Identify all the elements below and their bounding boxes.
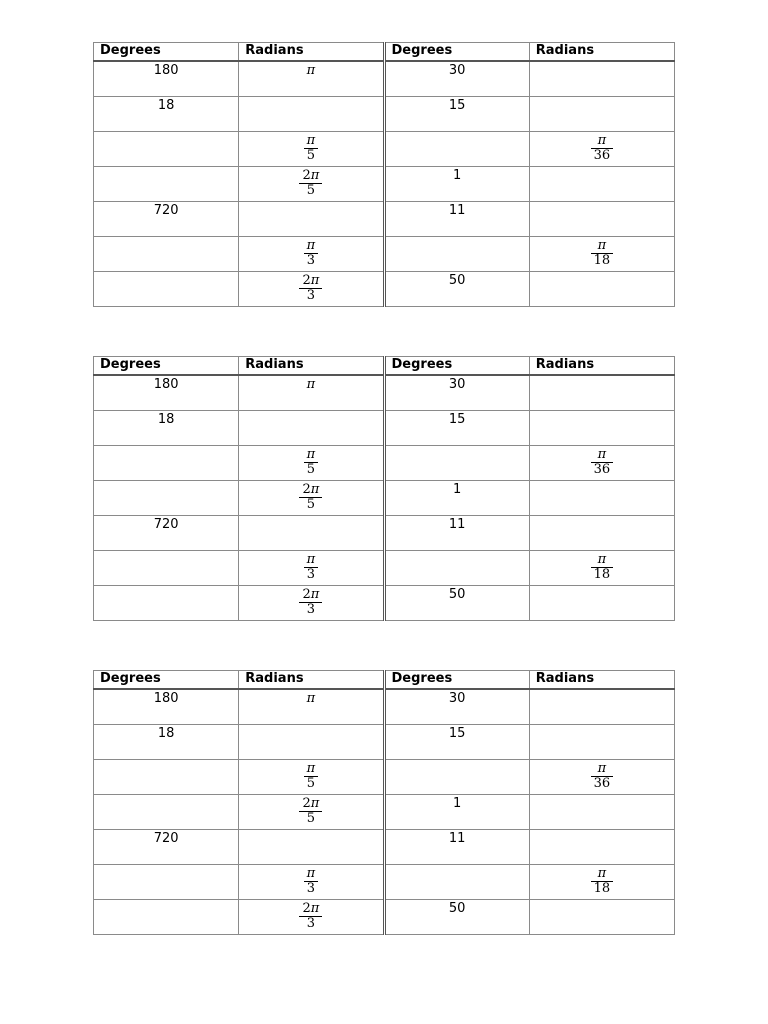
radians-cell bbox=[239, 865, 384, 900]
radians-cell bbox=[239, 61, 384, 97]
radians-cell bbox=[529, 760, 674, 795]
radians-cell bbox=[529, 97, 674, 132]
radians-cell bbox=[239, 132, 384, 167]
degrees-cell bbox=[384, 202, 529, 237]
degrees-cell bbox=[384, 586, 529, 621]
degrees-cell bbox=[94, 586, 239, 621]
degrees-cell bbox=[384, 167, 529, 202]
conversion-table bbox=[93, 356, 675, 621]
fraction-numerator: π bbox=[597, 761, 607, 776]
radians-cell bbox=[529, 272, 674, 307]
degrees-value: 50 bbox=[448, 273, 466, 288]
fraction-numerator: π bbox=[306, 447, 316, 462]
radian-fraction bbox=[591, 867, 614, 896]
table-row bbox=[94, 865, 675, 900]
radian-fraction bbox=[304, 239, 319, 268]
table-row bbox=[94, 725, 675, 760]
radian-fraction bbox=[299, 169, 322, 198]
degrees-value: 50 bbox=[448, 587, 466, 602]
degrees-header: Degrees bbox=[94, 43, 239, 62]
header-row bbox=[94, 357, 675, 376]
degrees-cell bbox=[94, 516, 239, 551]
radians-cell bbox=[529, 795, 674, 830]
degrees-value: 180 bbox=[153, 377, 179, 392]
table-row bbox=[94, 132, 675, 167]
table-row bbox=[94, 97, 675, 132]
radians-cell bbox=[529, 167, 674, 202]
radians-cell bbox=[529, 725, 674, 760]
degrees-cell bbox=[384, 481, 529, 516]
degrees-cell bbox=[94, 795, 239, 830]
radians-cell bbox=[239, 97, 384, 132]
degrees-cell bbox=[384, 516, 529, 551]
fraction-denominator: 18 bbox=[593, 881, 611, 896]
radians-value: π bbox=[306, 377, 316, 392]
radian-fraction bbox=[591, 762, 614, 791]
degrees-cell bbox=[384, 725, 529, 760]
fraction-numerator: 2π bbox=[302, 587, 320, 602]
radians-header: Radians bbox=[529, 357, 674, 376]
radians-header: Radians bbox=[529, 43, 674, 62]
degrees-cell bbox=[384, 830, 529, 865]
fraction-denominator: 18 bbox=[593, 253, 611, 268]
fraction-denominator: 5 bbox=[306, 462, 315, 477]
degrees-cell bbox=[384, 272, 529, 307]
degrees-cell bbox=[94, 481, 239, 516]
table-row bbox=[94, 446, 675, 481]
radians-cell bbox=[239, 411, 384, 446]
degrees-cell bbox=[384, 132, 529, 167]
fraction-numerator: π bbox=[597, 447, 607, 462]
radians-cell bbox=[529, 202, 674, 237]
degrees-value: 18 bbox=[157, 412, 175, 427]
radians-cell bbox=[239, 760, 384, 795]
degrees-cell bbox=[94, 167, 239, 202]
fraction-numerator: π bbox=[306, 133, 316, 148]
radians-cell bbox=[239, 375, 384, 411]
fraction-numerator: π bbox=[306, 552, 316, 567]
degrees-header: Degrees bbox=[384, 357, 529, 376]
radians-cell bbox=[239, 830, 384, 865]
table-row bbox=[94, 900, 675, 935]
degrees-cell bbox=[94, 865, 239, 900]
table-row bbox=[94, 586, 675, 621]
degrees-cell bbox=[94, 830, 239, 865]
fraction-numerator: π bbox=[597, 552, 607, 567]
degrees-cell bbox=[384, 97, 529, 132]
radian-fraction bbox=[591, 239, 614, 268]
conversion-table bbox=[93, 670, 675, 935]
radians-cell bbox=[239, 167, 384, 202]
radian-fraction bbox=[304, 867, 319, 896]
radian-fraction bbox=[299, 902, 322, 931]
degrees-cell bbox=[384, 375, 529, 411]
fraction-denominator: 3 bbox=[306, 253, 315, 268]
table-row bbox=[94, 830, 675, 865]
fraction-numerator: π bbox=[306, 866, 316, 881]
fraction-denominator: 3 bbox=[306, 602, 315, 617]
radians-cell bbox=[239, 689, 384, 725]
degrees-value: 11 bbox=[448, 831, 466, 846]
header-row bbox=[94, 43, 675, 62]
radian-fraction bbox=[304, 448, 319, 477]
radians-cell bbox=[529, 551, 674, 586]
degrees-cell bbox=[94, 375, 239, 411]
degrees-cell bbox=[384, 795, 529, 830]
degrees-value: 15 bbox=[448, 412, 466, 427]
radians-cell bbox=[239, 586, 384, 621]
degrees-cell bbox=[94, 760, 239, 795]
degrees-cell bbox=[384, 446, 529, 481]
radians-cell bbox=[529, 516, 674, 551]
degrees-value: 15 bbox=[448, 98, 466, 113]
table-row bbox=[94, 375, 675, 411]
radians-header: Radians bbox=[239, 43, 384, 62]
radians-cell bbox=[529, 446, 674, 481]
radians-value: π bbox=[306, 691, 316, 706]
degrees-value: 1 bbox=[452, 482, 462, 497]
degrees-value: 30 bbox=[448, 691, 466, 706]
fraction-numerator: 2π bbox=[302, 901, 320, 916]
degrees-cell bbox=[384, 551, 529, 586]
radians-cell bbox=[239, 900, 384, 935]
radians-cell bbox=[529, 586, 674, 621]
degrees-value: 720 bbox=[153, 831, 179, 846]
degrees-cell bbox=[384, 237, 529, 272]
radians-value: π bbox=[306, 63, 316, 78]
degrees-value: 11 bbox=[448, 203, 466, 218]
radian-fraction bbox=[299, 797, 322, 826]
radians-cell bbox=[239, 551, 384, 586]
degrees-cell bbox=[94, 446, 239, 481]
radian-fraction bbox=[299, 588, 322, 617]
fraction-numerator: 2π bbox=[302, 273, 320, 288]
degrees-cell bbox=[94, 202, 239, 237]
fraction-numerator: 2π bbox=[302, 482, 320, 497]
fraction-denominator: 36 bbox=[593, 776, 611, 791]
radian-fraction bbox=[304, 553, 319, 582]
radians-cell bbox=[529, 689, 674, 725]
degrees-cell bbox=[384, 411, 529, 446]
radians-cell bbox=[239, 202, 384, 237]
radians-cell bbox=[529, 132, 674, 167]
table-row bbox=[94, 795, 675, 830]
table-row bbox=[94, 167, 675, 202]
degrees-value: 18 bbox=[157, 98, 175, 113]
degrees-value: 720 bbox=[153, 517, 179, 532]
fraction-denominator: 5 bbox=[306, 183, 315, 198]
radians-header: Radians bbox=[529, 671, 674, 690]
fraction-denominator: 5 bbox=[306, 148, 315, 163]
radians-header: Radians bbox=[239, 671, 384, 690]
radians-cell bbox=[529, 481, 674, 516]
radian-fraction bbox=[591, 553, 614, 582]
fraction-denominator: 5 bbox=[306, 497, 315, 512]
degrees-value: 30 bbox=[448, 377, 466, 392]
fraction-numerator: π bbox=[306, 238, 316, 253]
radian-fraction bbox=[591, 448, 614, 477]
radians-cell bbox=[529, 237, 674, 272]
degrees-cell bbox=[384, 865, 529, 900]
fraction-denominator: 36 bbox=[593, 462, 611, 477]
degrees-header: Degrees bbox=[94, 671, 239, 690]
degrees-header: Degrees bbox=[384, 43, 529, 62]
conversion-table bbox=[93, 42, 675, 307]
degrees-cell bbox=[384, 61, 529, 97]
degrees-cell bbox=[94, 551, 239, 586]
degrees-cell bbox=[94, 900, 239, 935]
table-row bbox=[94, 516, 675, 551]
degrees-header: Degrees bbox=[94, 357, 239, 376]
radians-cell bbox=[529, 865, 674, 900]
fraction-numerator: 2π bbox=[302, 796, 320, 811]
degrees-cell bbox=[384, 689, 529, 725]
radian-fraction bbox=[591, 134, 614, 163]
radians-cell bbox=[529, 900, 674, 935]
degrees-value: 50 bbox=[448, 901, 466, 916]
degrees-cell bbox=[384, 900, 529, 935]
degrees-cell bbox=[94, 237, 239, 272]
fraction-numerator: π bbox=[597, 133, 607, 148]
fraction-numerator: 2π bbox=[302, 168, 320, 183]
radians-cell bbox=[529, 375, 674, 411]
radian-fraction bbox=[299, 274, 322, 303]
fraction-denominator: 3 bbox=[306, 567, 315, 582]
degrees-value: 180 bbox=[153, 63, 179, 78]
radians-cell bbox=[529, 61, 674, 97]
degrees-cell bbox=[94, 132, 239, 167]
radians-cell bbox=[239, 237, 384, 272]
degrees-cell bbox=[94, 689, 239, 725]
fraction-denominator: 3 bbox=[306, 916, 315, 931]
degrees-value: 11 bbox=[448, 517, 466, 532]
radians-cell bbox=[529, 830, 674, 865]
fraction-denominator: 5 bbox=[306, 776, 315, 791]
radians-cell bbox=[239, 272, 384, 307]
fraction-denominator: 18 bbox=[593, 567, 611, 582]
radians-cell bbox=[529, 411, 674, 446]
radian-fraction bbox=[304, 134, 319, 163]
radians-header: Radians bbox=[239, 357, 384, 376]
degrees-value: 18 bbox=[157, 726, 175, 741]
table-row bbox=[94, 411, 675, 446]
degrees-value: 1 bbox=[452, 168, 462, 183]
table-row bbox=[94, 689, 675, 725]
degrees-header: Degrees bbox=[384, 671, 529, 690]
degrees-cell bbox=[94, 411, 239, 446]
fraction-denominator: 36 bbox=[593, 148, 611, 163]
table-row bbox=[94, 202, 675, 237]
degrees-cell bbox=[94, 61, 239, 97]
degrees-cell bbox=[94, 272, 239, 307]
radian-fraction bbox=[304, 762, 319, 791]
radian-fraction bbox=[299, 483, 322, 512]
fraction-denominator: 5 bbox=[306, 811, 315, 826]
radians-cell bbox=[239, 725, 384, 760]
table-row bbox=[94, 272, 675, 307]
degrees-cell bbox=[94, 725, 239, 760]
fraction-numerator: π bbox=[306, 761, 316, 776]
header-row bbox=[94, 671, 675, 690]
radians-cell bbox=[239, 516, 384, 551]
table-row bbox=[94, 760, 675, 795]
fraction-denominator: 3 bbox=[306, 288, 315, 303]
table-row bbox=[94, 61, 675, 97]
degrees-value: 1 bbox=[452, 796, 462, 811]
degrees-cell bbox=[94, 97, 239, 132]
table-row bbox=[94, 481, 675, 516]
radians-cell bbox=[239, 446, 384, 481]
degrees-value: 720 bbox=[153, 203, 179, 218]
degrees-value: 30 bbox=[448, 63, 466, 78]
table-row bbox=[94, 237, 675, 272]
fraction-numerator: π bbox=[597, 238, 607, 253]
table-row bbox=[94, 551, 675, 586]
degrees-value: 15 bbox=[448, 726, 466, 741]
radians-cell bbox=[239, 795, 384, 830]
fraction-numerator: π bbox=[597, 866, 607, 881]
degrees-cell bbox=[384, 760, 529, 795]
degrees-value: 180 bbox=[153, 691, 179, 706]
radians-cell bbox=[239, 481, 384, 516]
fraction-denominator: 3 bbox=[306, 881, 315, 896]
